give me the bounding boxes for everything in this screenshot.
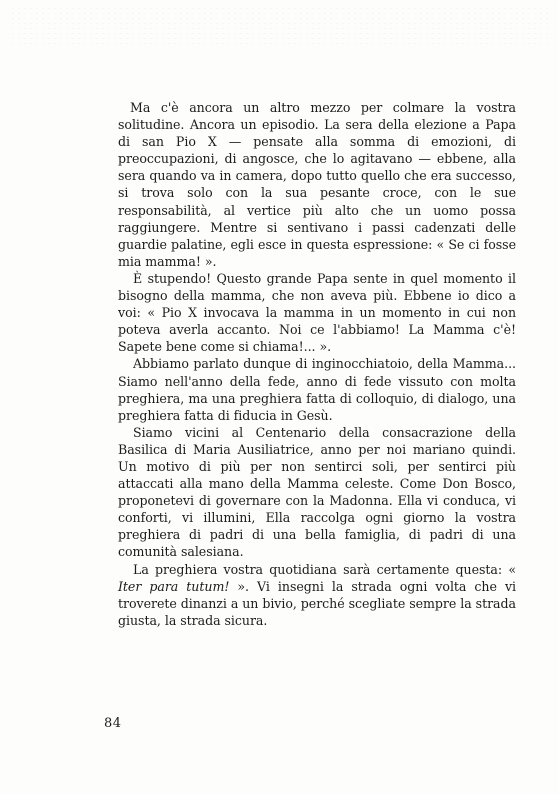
paragraph-1 (118, 99, 516, 270)
body-text (118, 99, 516, 629)
paragraph-2 (118, 270, 516, 355)
paragraph-3-text: Abbiamo parlato dunque di inginocchiatoio, della Mamma... Siamo nell'anno della fede, anno di fede vissuto con molta preghiera, ma una preghiera fatta di colloquio, di dialogo, una preghiera fatta di fiducia in Gesù. (118, 356, 516, 423)
latin-motto: Iter para tutum! (118, 578, 230, 594)
paragraph-3 (118, 355, 516, 423)
paragraph-2-text: È stupendo! Questo grande Papa sente in quel momento il bisogno della mamma, che non aveva più. Ebbene io dico a voi: « Pio X invocava la mamma in un momento in cui non poteva averla accanto. Noi ce l'abbiamo! La Mamma c'è! Sapete bene come si chiama!... ». (118, 270, 516, 355)
scan-noise (10, 6, 549, 44)
paragraph-5-text-end: ». Vi insegni la strada ogni volta che vi troverete dinanzi a un bivio, perché scegliate sempre la strada giusta, la strada sicura. (118, 578, 516, 628)
paragraph-1-text: Ma c'è ancora un altro mezzo per colmare la vostra solitudine. Ancora un episodio. La sera della elezione a Papa di san Pio X — pensate alla somma di emozioni, di preoccupazioni, di angosce, che lo agitavano — ebbene, alla sera quando va in camera, dopo tutto quello che era successo, si trova solo con la sua pesante croce, con le sue responsabilità, al vertice più alto che un uomo possa raggiungere. Mentre si sentivano i passi cadenzati delle guardie palatine, egli esce in questa espressione: « Se ci fosse mia mamma! ». (118, 100, 516, 269)
paragraph-4 (118, 424, 516, 561)
paragraph-5 (118, 561, 516, 629)
paragraph-4-text: Siamo vicini al Centenario della consacrazione della Basilica di Maria Ausiliatrice, anno per noi mariano quindi. Un motivo di più per non sentirci soli, per sentirci più attaccati alla mano della Mamma celeste. Come Don Bosco, proponetevi di governare con la Madonna. Ella vi conduca, vi conforti, vi illumini, Ella raccolga ogni giorno la vostra preghiera di padri di una bella famiglia, di padri di una comunità salesiana. (118, 424, 516, 560)
paragraph-5-text-start: La preghiera vostra quotidiana sarà certamente questa: « (133, 561, 516, 577)
page-number: 84 (104, 716, 122, 731)
